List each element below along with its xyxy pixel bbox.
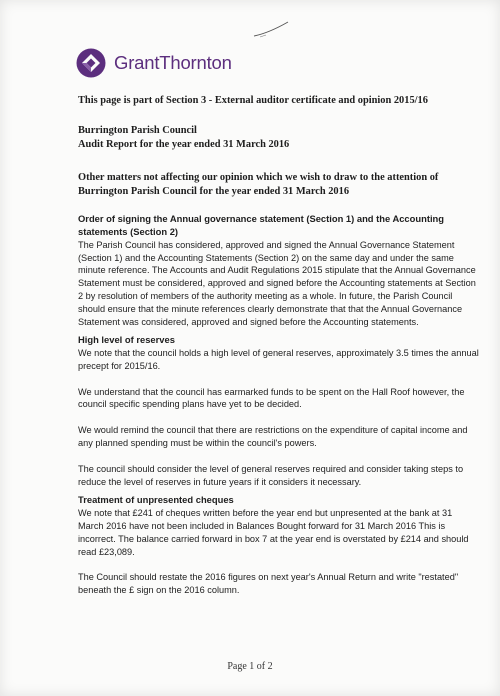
reserves-paragraph-2: We understand that the council has earmarked funds to be spent on the Hall Roof however, the council specific spending plans have yet to be decided. xyxy=(78,386,465,410)
order-of-signing-body: The Parish Council has considered, approved and signed the Annual Governance Statement (Section 1) and the Accounting Statements (Section 2) on the same day and under the same minute reference. The Accounts and Audit Regulations 2015 stipulate that the Annual Governance Statement must be considered, approved and signed before the Accounting statements at Section 2 by resolution of members of the authority meeting as a whole. In future, the Parish Council should ensure that the minute references clearly demonstrate that that the Annual Governance Statement was considered, approved and signed before the Accounting statements. xyxy=(78,239,476,328)
cheques-heading: Treatment of unpresented cheques xyxy=(78,493,234,505)
grant-thornton-logo xyxy=(76,48,232,78)
logo-wordmark: GrantThornton xyxy=(114,52,232,73)
reserves-paragraph-3: We would remind the council that there are restrictions on the expenditure of capital income and any planned spending must be within the council's powers. xyxy=(78,425,468,449)
cheques-paragraph-2: The Council should restate the 2016 figures on next year's Annual Return and write "restated" beneath the £ sign on the 2016 column. xyxy=(78,572,459,596)
cheques-paragraph-1: We note that £241 of cheques written before the year end but unpresented at the bank at 31 March 2016 have not been included in Balances Bought forward for 31 March 2016 This is incorrect. The balance carried forward in box 7 at the year end is overstated by £214 and should read £23,089. xyxy=(78,507,469,557)
page-number: Page 1 of 2 xyxy=(227,661,273,672)
document-body xyxy=(78,95,480,597)
reserves-heading: High level of reserves xyxy=(78,333,175,345)
section-note: This page is part of Section 3 - External auditor certificate and opinion 2015/16 xyxy=(78,95,428,106)
reserves-paragraph-4: The council should consider the level of general reserves required and consider taking steps to reduce the level of reserves in future years if it considers it necessary. xyxy=(78,464,464,488)
council-name: Burrington Parish Council xyxy=(78,125,197,136)
other-matters-heading: Other matters not affecting our opinion which we wish to draw to the attention of Burrington Parish Council for the year ended 31 March 2016 xyxy=(78,172,439,197)
pen-mark-icon xyxy=(252,20,292,40)
reserves-paragraph-1: We note that the council holds a high level of general reserves, approximately 3.5 times the annual precept for 2015/16. xyxy=(78,347,479,371)
grant-thornton-logo-icon xyxy=(76,48,106,78)
audit-title: Audit Report for the year ended 31 March 2016 xyxy=(78,138,290,150)
order-of-signing-heading: Order of signing the Annual governance statement (Section 1) and the Accounting statements (Section 2) xyxy=(78,213,445,237)
